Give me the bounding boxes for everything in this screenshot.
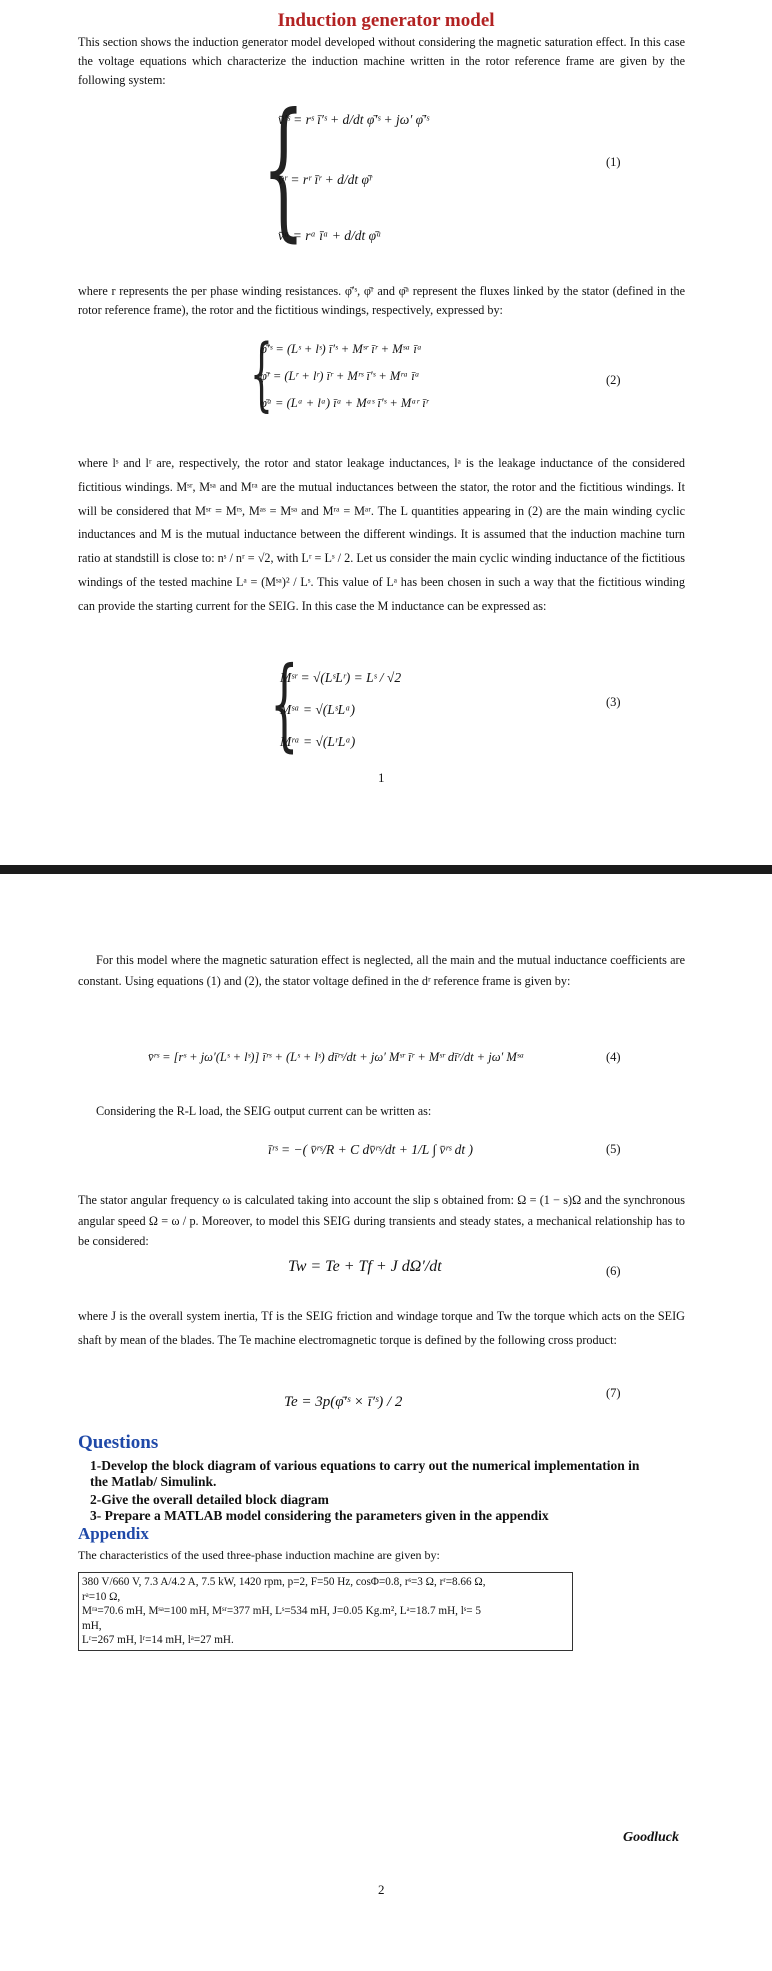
equation-5-number: (5) — [606, 1142, 621, 1156]
page-divider — [0, 865, 772, 874]
equation-3-line-2: Mˢᵃ = √(LˢLᵃ) — [280, 702, 355, 717]
appendix-line-4: mH, — [82, 1619, 102, 1632]
paragraph-model: For this model where the magnetic saturation effect is neglected, all the main and the mutual inductance coefficients are constant. Using equations (1) and (2), the stator voltage defined in the dʳ reference frame is given by: — [78, 953, 685, 989]
left-brace-icon: { — [262, 82, 305, 256]
appendix-parameters-box — [78, 1572, 573, 1651]
appendix-line-1: 380 V/660 V, 7.3 A/4.2 A, 7.5 kW, 1420 rpm, p=2, F=50 Hz, cosΦ=0.8, rˢ=3 Ω, rʳ=8.66 Ω, — [82, 1576, 486, 1588]
equation-5: īʳˢ = −( v̄ʳˢ/R + C dv̄ʳˢ/dt + 1/L ∫ v̄ʳˢ dt ) — [268, 1142, 474, 1157]
intro-paragraph: This section shows the induction generator model developed without considering the magnetic saturation effect. In this case the voltage equations which characterize the induction machine written in the rotor reference frame are given by the following system: — [78, 35, 685, 87]
appendix-line-2: rᵃ=10 Ω, — [82, 1590, 121, 1603]
equation-2-line-1: φ̄′ˢ = (Lˢ + lˢ) ī′ˢ + Mˢʳ īʳ + Mˢᵃ īᵃ — [260, 342, 422, 356]
equation-6-number: (6) — [606, 1264, 621, 1278]
appendix-intro: The characteristics of the used three-phase induction machine are given by: — [78, 1548, 440, 1562]
document-page-1 — [0, 0, 772, 865]
left-brace-icon: { — [270, 645, 299, 762]
question-2: 2-Give the overall detailed block diagram — [90, 1492, 329, 1507]
equation-3 — [270, 645, 470, 762]
equation-7: Te = 3p(φ̄′ˢ × ī′ˢ) / 2 — [284, 1394, 403, 1410]
equation-4-number: (4) — [606, 1050, 621, 1064]
equation-3-line-1: Mˢʳ = √(LˢLʳ) = Lˢ / √2 — [280, 670, 402, 685]
where-paragraph-1: where r represents the per phase winding resistances. φ̄′ˢ, φ̄ʳ and φ̄ᵃ represent the fluxes linked by the stator (defined in the rotor reference frame), the rotor and the fictitious windings, respectively, expressed by: — [78, 284, 685, 317]
equation-2-number: (2) — [606, 373, 621, 387]
appendix-line-3: Mʳᵃ=70.6 mH, Mˢᵃ=100 mH, Mˢʳ=377 mH, Lˢ=534 mH, J=0.05 Kg.m², Lᵃ=18.7 mH, lˢ= 5 — [82, 1605, 481, 1618]
equation-2-line-3: φ̄ᵃ = (Lᵃ + lᵃ) īᵃ + Mᵃˢ ī′ˢ + Mᵃʳ īʳ — [260, 396, 429, 410]
appendix-heading: Appendix — [78, 1524, 149, 1543]
equation-7-number: (7) — [606, 1386, 621, 1400]
equation-1-line-3: v̄ᵃ = rᵃ īᵃ + d/dt φ̄ᵃ — [278, 228, 382, 243]
closing-text: Goodluck — [623, 1830, 679, 1845]
left-brace-icon: { — [250, 327, 273, 420]
page-number: 2 — [378, 1882, 385, 1897]
equation-1-line-2: v̄ʳ = rʳ īʳ + d/dt φ̄ʳ — [278, 172, 372, 187]
paragraph-frequency: The stator angular frequency ω is calculated taking into account the slip s obtained from: Ω = (1 − s)Ω and the synchronous angular speed Ω = ω / p. Moreover, to model this SEIG during transients and steady states, a mechanical relationship has to be considered: — [78, 1193, 685, 1249]
equation-1 — [262, 82, 462, 260]
document-page-2 — [0, 874, 772, 1971]
equation-1-line-1: v̄′ˢ = rˢ ī′ˢ + d/dt φ̄′ˢ + jω′ φ̄′ˢ — [278, 112, 429, 127]
equation-6: Tw = Te + Tf + J dΩ′/dt — [288, 1258, 442, 1275]
question-1: 1-Develop the block diagram of various equations to carry out the numerical implementation in the Matlab/ Simulink. — [90, 1458, 640, 1490]
equation-2 — [250, 327, 530, 420]
paragraph-load: Considering the R-L load, the SEIG output current can be written as: — [96, 1104, 432, 1118]
equation-2-line-2: φ̄ʳ = (Lʳ + lʳ) īʳ + Mʳˢ ī′ˢ + Mʳᵃ īᵃ — [260, 369, 420, 383]
questions-heading: Questions — [78, 1432, 159, 1453]
equation-3-number: (3) — [606, 695, 621, 709]
equation-3-line-3: Mʳᵃ = √(LʳLᵃ) — [280, 734, 356, 749]
appendix-line-5: Lʳ=267 mH, lʳ=14 mH, lᵃ=27 mH. — [82, 1634, 234, 1647]
where-paragraph-2: where lˢ and lʳ are, respectively, the rotor and stator leakage inductances, lᵃ is the leakage inductance of the considered fictitious windings. Mˢʳ, Mˢᵃ and Mʳᵃ are the mutual inductances between the stator, the rotor and the fictitious windings. It will be considered that Mˢʳ = Mʳˢ, Mᵃˢ = Mˢᵃ and Mʳᵃ = Mᵃʳ. The L quantities appearing in (2) are the main winding cyclic inductances and M is the mutual inductance between the different windings. It is assumed that the induction machine turn ratio at standstill is close to: nˢ / nʳ = √2, with Lʳ = Lˢ / 2. Let us consider the main cyclic winding inductance of the fictitious windings of the tested machine Lᵃ = (Mˢᵃ)² / Lˢ. This value of Lᵃ has been chosen in such a way that the fictitious winding can provide the starting current for the SEIG. In this case the M inductance can be expressed as: — [78, 456, 685, 613]
equation-4: v̄ʳˢ = [rˢ + jω′(Lˢ + lˢ)] īʳˢ + (Lˢ + lˢ) dīʳˢ/dt + jω′ Mˢʳ īʳ + Mˢʳ dīʳ/dt + jω′ Mˢᵃ — [148, 1050, 525, 1064]
page-number: 1 — [378, 770, 385, 785]
document-title: Induction generator model — [277, 10, 495, 31]
paragraph-torque: where J is the overall system inertia, Tf is the SEIG friction and windage torque and Tw the torque which acts on the SEIG shaft by mean of the blades. The Te machine electromagnetic torque is defined by the following cross product: — [78, 1309, 685, 1348]
equation-1-number: (1) — [606, 155, 621, 169]
question-3: 3- Prepare a MATLAB model considering the parameters given in the appendix — [90, 1508, 549, 1523]
